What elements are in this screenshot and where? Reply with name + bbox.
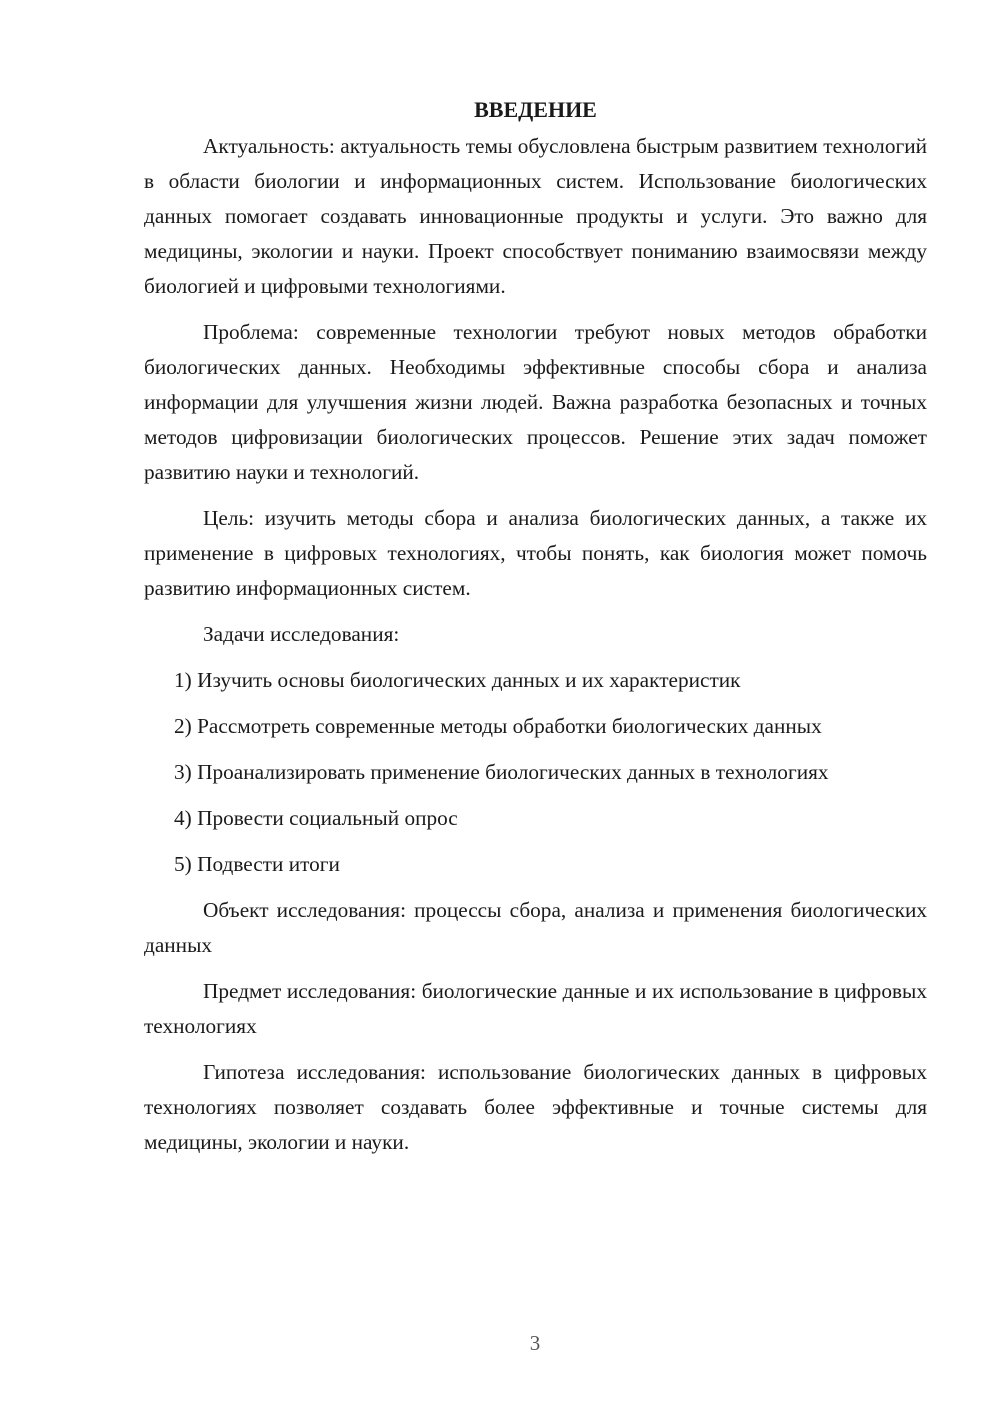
page-title: ВВЕДЕНИЕ bbox=[474, 97, 597, 122]
paragraph-hypothesis: Гипотеза исследования: использование биологических данных в цифровых технологиях позволяет создавать более эффективные и точные системы для медицины, экологии и науки. bbox=[144, 1060, 927, 1154]
task-item-3: 3) Проанализировать применение биологических данных в технологиях bbox=[174, 760, 829, 784]
task-item-4: 4) Провести социальный опрос bbox=[174, 806, 458, 830]
task-item-1: 1) Изучить основы биологических данных и их характеристик bbox=[174, 668, 741, 692]
document-page bbox=[144, 92, 927, 1171]
paragraph-object: Объект исследования: процессы сбора, анализа и применения биологических данных bbox=[144, 898, 927, 957]
paragraph-goal: Цель: изучить методы сбора и анализа биологических данных, а также их применение в цифровых технологиях, чтобы понять, как биология может помочь развитию информационных систем. bbox=[144, 506, 927, 600]
task-item-2: 2) Рассмотреть современные методы обработки биологических данных bbox=[174, 714, 822, 738]
page-number: 3 bbox=[529, 1331, 541, 1355]
paragraph-tasks-heading: Задачи исследования: bbox=[203, 622, 400, 646]
task-item-5: 5) Подвести итоги bbox=[174, 852, 340, 876]
paragraph-problem: Проблема: современные технологии требуют новых методов обработки биологических данных. Необходимы эффективные способы сбора и анализа информации для улучшения жизни людей. Важна разработка безопасных и точных методов цифровизации биологических процессов. Решение этих задач поможет развитию науки и технологий. bbox=[144, 320, 927, 484]
paragraph-relevance: Актуальность: актуальность темы обусловлена быстрым развитием технологий в области биологии и информационных систем. Использование биологических данных помогает создавать инновационные продукты и услуги. Это важно для медицины, экологии и науки. Проект способствует пониманию взаимосвязи между биологией и цифровыми технологиями. bbox=[144, 134, 927, 298]
paragraph-subject: Предмет исследования: биологические данные и их использование в цифровых технологиях bbox=[144, 979, 927, 1038]
